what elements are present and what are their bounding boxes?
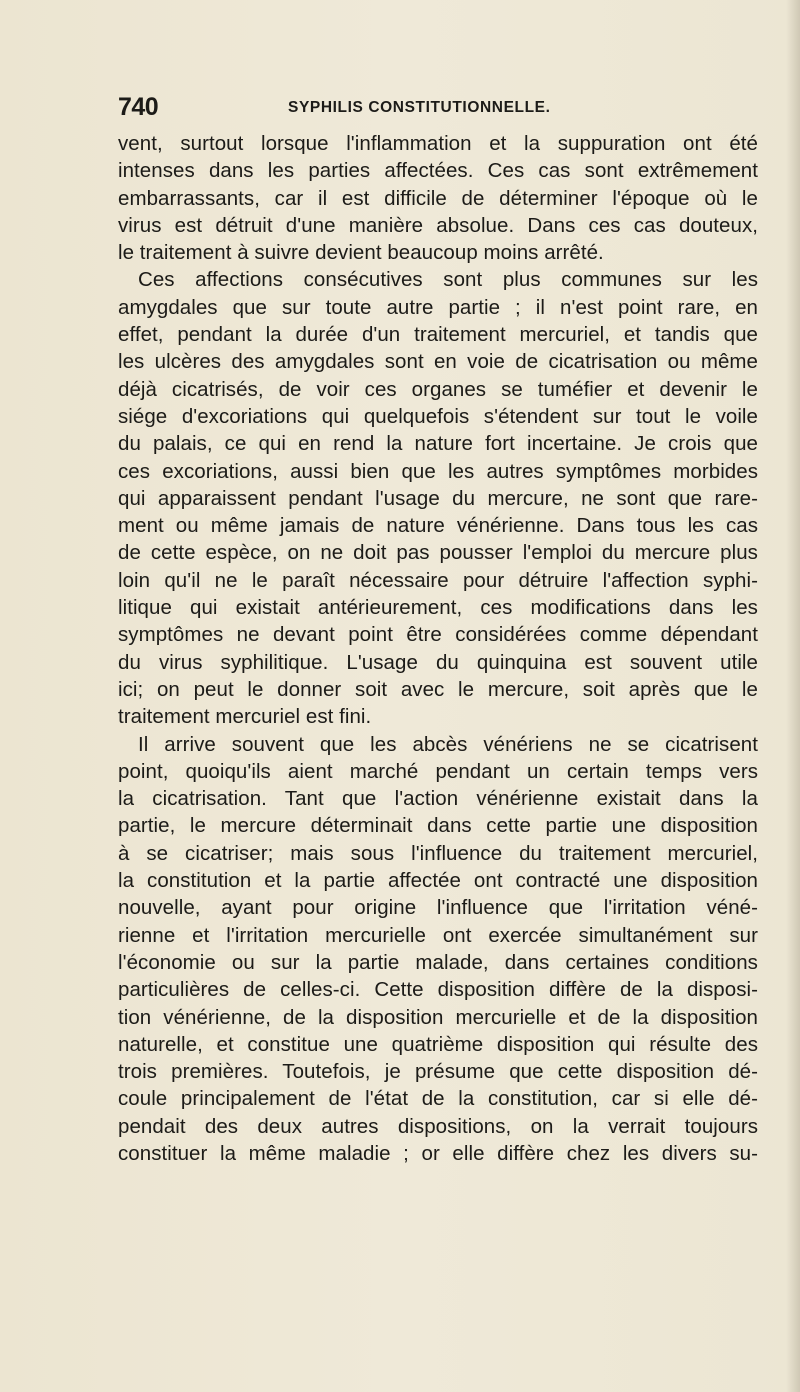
running-title: SYPHILIS CONSTITUTIONNELLE. — [288, 99, 551, 116]
text-line: de cette espèce, on ne doit pas pousser l'emploi du mercure plus — [118, 541, 758, 565]
text-line: Il arrive souvent que les abcès vénériens ne se cicatrisent — [138, 732, 758, 756]
text-line: la cicatrisation. Tant que l'action vénérienne existait dans la — [118, 787, 758, 811]
text-line: traitement mercuriel est fini. — [118, 705, 372, 729]
page-edge-shadow — [786, 0, 800, 1392]
text-line: partie, le mercure déterminait dans cette partie une disposition — [118, 814, 758, 838]
running-head — [118, 92, 752, 122]
text-line: déjà cicatrisés, de voir ces organes se tuméfier et devenir le — [118, 377, 758, 401]
text-line: effet, pendant la durée d'un traitement mercuriel, et tandis que — [118, 323, 758, 347]
text-line: embarrassants, car il est difficile de déterminer l'époque où le — [118, 186, 758, 210]
text-line: la constitution et la partie affectée ont contracté une disposition — [118, 869, 758, 893]
text-line: qui apparaissent pendant l'usage du mercure, ne sont que rare- — [118, 486, 758, 510]
text-line: l'économie ou sur la partie malade, dans certaines conditions — [118, 950, 758, 974]
text-line: vent, surtout lorsque l'inflammation et la suppuration ont été — [118, 132, 758, 155]
text-line: à se cicatriser; mais sous l'influence du traitement mercuriel, — [118, 841, 758, 865]
text-line: point, quoiqu'ils aient marché pendant un certain temps vers — [118, 759, 758, 783]
text-line: rienne et l'irritation mercurielle ont exercée simultanément sur — [118, 923, 758, 947]
text-line: litique qui existait antérieurement, ces modifications dans les — [118, 596, 758, 620]
text-line: nouvelle, ayant pour origine l'influence que l'irritation véné- — [118, 896, 758, 920]
body-text — [118, 130, 758, 1167]
text-line: ces excoriations, aussi bien que les autres symptômes morbides — [118, 459, 758, 483]
text-line: symptômes ne devant point être considérées comme dépendant — [118, 623, 758, 647]
text-line: les ulcères des amygdales sont en voie de cicatrisation ou même — [118, 350, 758, 374]
text-line: du virus syphilitique. L'usage du quinquina est souvent utile — [118, 650, 758, 674]
text-line: ici; on peut le donner soit avec le mercure, soit après que le — [118, 677, 758, 701]
text-line: pendait des deux autres dispositions, on la verrait toujours — [118, 1114, 758, 1138]
text-line: du palais, ce qui en rend la nature fort incertaine. Je crois que — [118, 432, 758, 456]
text-line: intenses dans les parties affectées. Ces cas sont extrêmement — [118, 159, 758, 183]
text-line: coule principalement de l'état de la constitution, car si elle dé- — [118, 1087, 758, 1111]
text-line: trois premières. Toutefois, je présume que cette disposition dé- — [118, 1060, 758, 1084]
text-line: virus est détruit d'une manière absolue. Dans ces cas douteux, — [118, 213, 758, 237]
text-line: ment ou même jamais de nature vénérienne. Dans tous les cas — [118, 514, 758, 538]
text-line: le traitement à suivre devient beaucoup moins arrêté. — [118, 241, 604, 265]
text-line: siége d'excoriations qui quelquefois s'étendent sur tout le voile — [118, 404, 758, 428]
text-line: amygdales que sur toute autre partie ; il n'est point rare, en — [118, 295, 758, 319]
text-line: constituer la même maladie ; or elle diffère chez les divers su- — [118, 1141, 758, 1165]
text-line: Ces affections consécutives sont plus communes sur les — [138, 268, 758, 292]
page-number: 740 — [118, 93, 159, 121]
text-line: particulières de celles-ci. Cette disposition diffère de la disposi- — [118, 978, 758, 1002]
text-line: naturelle, et constitue une quatrième disposition qui résulte des — [118, 1032, 758, 1056]
text-line: tion vénérienne, de la disposition mercurielle et de la disposition — [118, 1005, 758, 1029]
text-line: loin qu'il ne le paraît nécessaire pour détruire l'affection syphi- — [118, 568, 758, 592]
